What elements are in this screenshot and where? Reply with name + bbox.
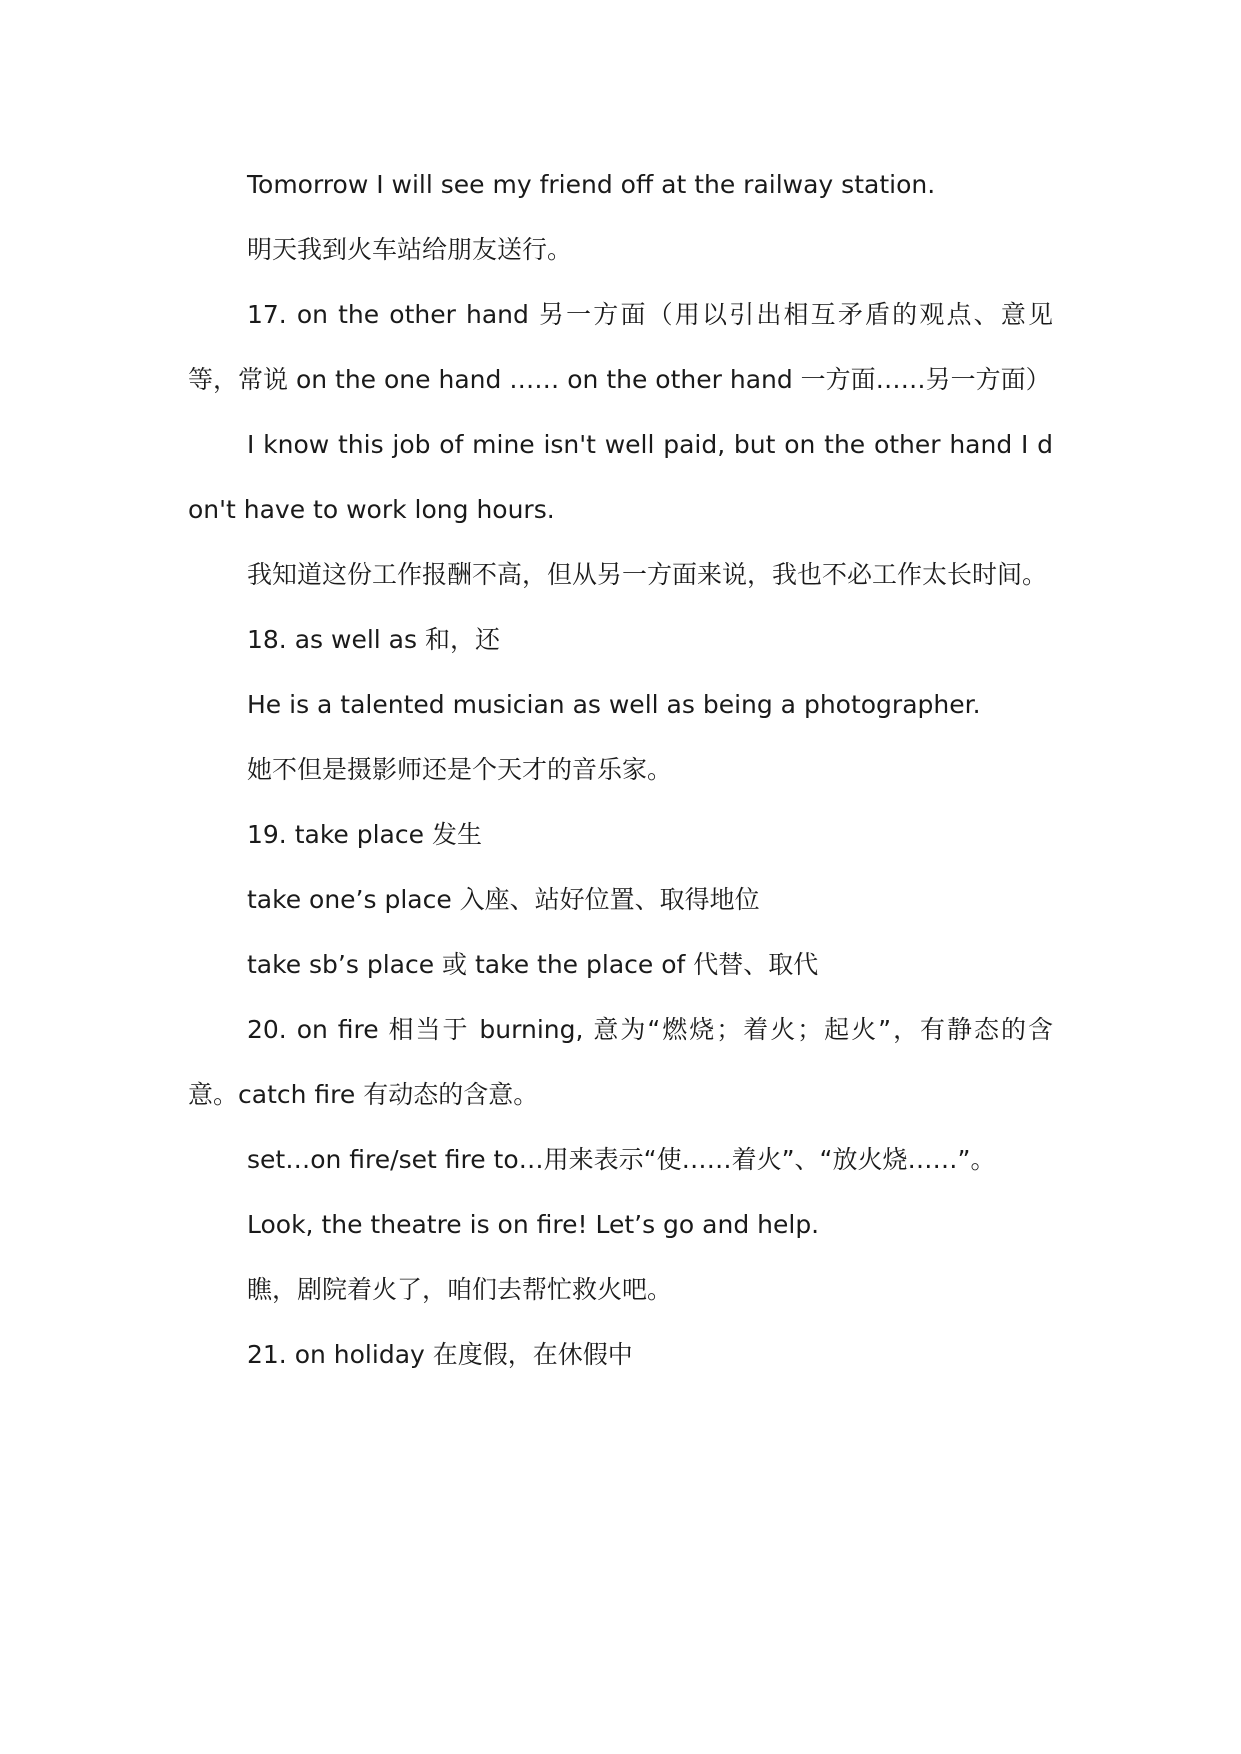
document-body [188,152,1053,1387]
paragraph-example-sentence: He is a talented musician as well as being a photographer. [247,690,981,719]
paragraph-translation: 我知道这份工作报酬不高，但从另一方面来说，我也不必工作太长时间。 [247,560,1048,589]
paragraph-phrase-variant: take sb’s place 或 take the place of 代替、取代 [247,950,819,979]
paragraph-phrase-17: 17. on the other hand 另一方面（用以引出相互矛盾的观点、意见等，常说 on the one hand …… on the other hand 一方面……另一方面） [188,300,1053,394]
paragraph-translation: 瞧，剧院着火了，咱们去帮忙救火吧。 [247,1275,673,1304]
paragraph-phrase-21: 21. on holiday 在度假，在休假中 [247,1340,633,1369]
paragraph-phrase-usage: set…on fire/set fire to…用来表示“使……着火”、“放火烧……”。 [247,1145,996,1174]
paragraph-translation: 她不但是摄影师还是个天才的音乐家。 [247,755,673,784]
paragraph-example-sentence: I know this job of mine isn't well paid, but on the other hand I don't have to work long hours. [188,430,1053,524]
paragraph-example-sentence: Tomorrow I will see my friend off at the railway station. [247,170,936,199]
paragraph-example-sentence: Look, the theatre is on fire! Let’s go and help. [247,1210,820,1239]
paragraph-translation: 明天我到火车站给朋友送行。 [247,235,573,264]
paragraph-phrase-20: 20. on fire 相当于 burning, 意为“燃烧；着火；起火”，有静态的含意。catch fire 有动态的含意。 [188,1015,1053,1109]
paragraph-phrase-variant: take one’s place 入座、站好位置、取得地位 [247,885,760,914]
paragraph-phrase-19: 19. take place 发生 [247,820,482,849]
paragraph-phrase-18: 18. as well as 和，还 [247,625,500,654]
